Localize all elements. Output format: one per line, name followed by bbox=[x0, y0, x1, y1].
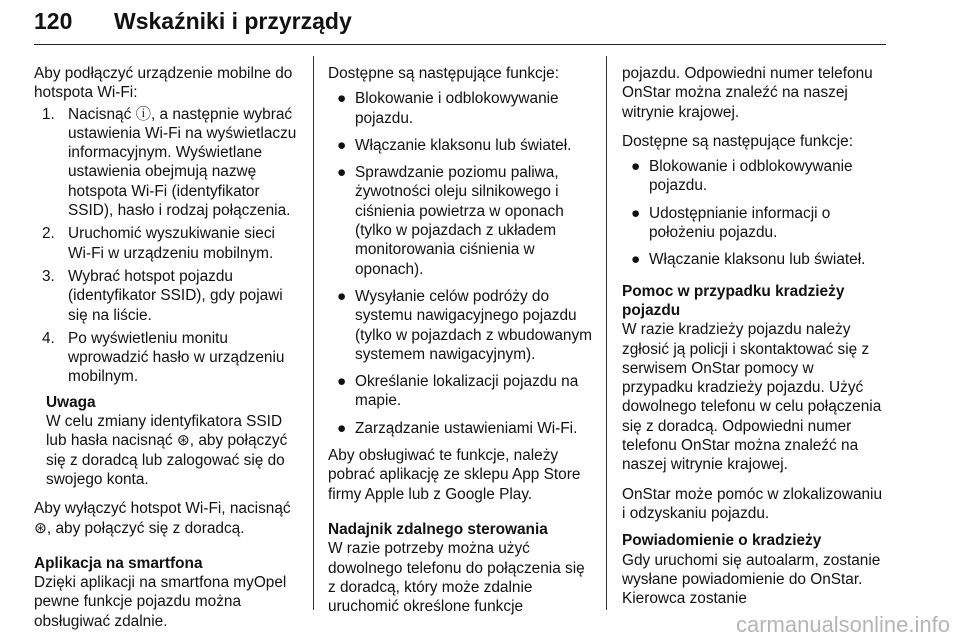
list-item: ● Zarządzanie ustawieniami Wi-Fi. bbox=[337, 419, 578, 437]
remote-text: W razie potrzeby można użyć dowolnego telefonu do połączenia się z doradcą, który może zdalnie uruchomić określone funkcje bbox=[328, 540, 585, 616]
list-item: ● Blokowanie i odblokowywanie pojazdu. bbox=[337, 90, 559, 127]
functions-intro-2: Dostępne są następujące funkcje: bbox=[622, 132, 854, 150]
column-divider-2 bbox=[606, 56, 607, 610]
notify-text: Gdy uruchomi się autoalarm, zostanie wysłane powiadomienie do OnStar. Kierowca zostanie bbox=[622, 551, 881, 608]
notify-heading: Powiadomienie o kradzieży bbox=[622, 532, 822, 550]
theft-heading: Pomoc w przypadku kradzieży pojazdu bbox=[622, 282, 845, 319]
step-item: 1. Nacisnąć ⓘ, a następnie wybrać ustawienia Wi-Fi na wyświetlaczu informacyjnym. Wyświetlane ustawienia obejmują nazwę hotspota Wi-Fi (identyfikator SSID), hasło i rodzaj połączenia. bbox=[42, 105, 297, 220]
watermark: carmanualsonline.info bbox=[735, 612, 950, 637]
column-divider-1 bbox=[313, 56, 314, 610]
page-number: 120 bbox=[34, 8, 73, 34]
list-item: ● Udostępnianie informacji o położeniu pojazdu. bbox=[631, 204, 831, 242]
app-text: Dzięki aplikacji na smartfona myOpel pewne funkcje pojazdu można obsługiwać zdalnie. bbox=[34, 574, 287, 630]
disable-hotspot-text: Aby wyłączyć hotspot Wi-Fi, nacisnąć ⊛, aby połączyć się z doradcą. bbox=[34, 500, 291, 537]
theft-text: W razie kradzieży pojazdu należy zgłosić ją policji i skontaktować się z serwisem OnStar pomocy w przypadku kradzieży pojazdu. Użyć dowolnego telefonu w celu połączenia się z doradcą. Odpowiedni numer telefonu OnStar można znaleźć na naszej witrynie krajowej. bbox=[622, 321, 882, 474]
hotspot-intro: Aby podłączyć urządzenie mobilne do hotspota Wi-Fi: bbox=[34, 65, 293, 102]
list-item: ● Włączanie klaksonu lub świateł. bbox=[337, 136, 572, 154]
list-item: ● Włączanie klaksonu lub świateł. bbox=[631, 251, 866, 269]
note-heading: Uwaga bbox=[46, 393, 96, 411]
list-item: ● Określanie lokalizacji pojazdu na mapie. bbox=[337, 373, 579, 410]
column-3 bbox=[622, 64, 888, 608]
list-item: ● Sprawdzanie poziomu paliwa, żywotności oleju silnikowego i ciśnienia powietrza w oponach (tylko w pojazdach z układem monitorowania ciśnienia w oponach). bbox=[337, 164, 564, 278]
locate-text: OnStar może pomóc w zlokalizowaniu i odzyskaniu pojazdu. bbox=[622, 485, 883, 522]
page-title: Wskaźniki i przyrządy bbox=[114, 8, 352, 34]
continued-text: pojazdu. Odpowiedni numer telefonu OnStar można znaleźć na naszej witrynie krajowej. bbox=[622, 65, 873, 121]
hotspot-steps bbox=[34, 105, 300, 387]
column-2 bbox=[328, 64, 594, 616]
remote-heading: Nadajnik zdalnego sterowania bbox=[328, 520, 548, 538]
step-item: 4. Po wyświetleniu monitu wprowadzić hasło w urządzeniu mobilnym. bbox=[42, 329, 285, 386]
app-heading: Aplikacja na smartfona bbox=[34, 554, 203, 572]
column-1 bbox=[34, 64, 300, 631]
list-item: ● Blokowanie i odblokowywanie pojazdu. bbox=[631, 158, 853, 195]
functions-list-2 bbox=[622, 157, 888, 269]
app-store-text: Aby obsługiwać te funkcje, należy pobrać aplikację ze sklepu App Store firmy Apple lub z Google Play. bbox=[328, 447, 581, 503]
functions-list bbox=[328, 89, 594, 438]
step-item: 3. Wybrać hotspot pojazdu (identyfikator SSID), gdy pojawi się na liście. bbox=[42, 267, 283, 324]
step-item: 2. Uruchomić wyszukiwanie sieci Wi-Fi w urządzeniu mobilnym. bbox=[42, 225, 275, 262]
functions-intro: Dostępne są następujące funkcje: bbox=[328, 65, 560, 82]
list-item: ● Wysyłanie celów podróży do systemu nawigacyjnego pojazdu (tylko w pojazdach z wbudowanym systemem nawigacyjnym). bbox=[337, 287, 592, 363]
page-header bbox=[34, 4, 886, 45]
note-text: W celu zmiany identyfikatora SSID lub hasła nacisnąć ⊛, aby połączyć się z doradcą lub zalogować się do swojego konta. bbox=[46, 413, 288, 488]
note-block bbox=[34, 393, 300, 489]
